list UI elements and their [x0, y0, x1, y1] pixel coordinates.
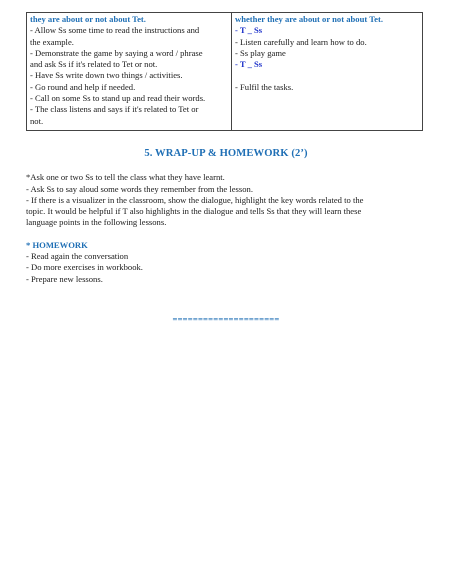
left-heading: they are about or not about Tet. [30, 14, 146, 24]
left-line: the example. [30, 36, 74, 47]
right-line: - Ss play game [235, 47, 286, 58]
interaction-line [235, 59, 419, 70]
left-line: - Demonstrate the game by saying a word / phrase [30, 47, 203, 58]
left-line: - Allow Ss some time to read the instructions and [30, 25, 200, 36]
interaction-line [235, 25, 419, 36]
section-title: 5. WRAP-UP & HOMEWORK (2’) [144, 147, 308, 159]
paragraph-line: - Ask Ss to say aloud some words they remember from the lesson. [26, 183, 253, 194]
document-page [26, 12, 426, 325]
right-heading: whether they are about or not about Tet. [235, 14, 384, 24]
left-line: not. [30, 115, 44, 126]
right-line: - Listen carefully and learn how to do. [235, 36, 367, 47]
left-line: - Go round and help if needed. [30, 81, 136, 92]
dash: - [235, 25, 240, 36]
homework-title: * HOMEWORK [26, 239, 88, 250]
teacher-activities-cell [27, 13, 232, 131]
paragraph-line: - If there is a visualizer in the classroom, show the dialogue, highlight the key words related to the [26, 194, 364, 205]
right-line-empty [235, 70, 419, 81]
left-line: and ask Ss if it's related to Tet or not. [30, 59, 158, 70]
paragraph-line: language points in the following lessons. [26, 217, 167, 228]
homework-item: - Prepare new lessons. [26, 273, 103, 284]
right-line: - Fulfil the tasks. [235, 81, 294, 92]
end-divider: ===================== [172, 313, 280, 324]
left-line: - Have Ss write down two things / activities. [30, 70, 183, 81]
homework-item: - Do more exercises in workbook. [26, 262, 143, 273]
interaction-pattern: T _ Ss [239, 25, 263, 36]
left-line: - Call on some Ss to stand up and read their words. [30, 93, 206, 104]
homework-list [26, 251, 426, 285]
wrap-up-body [26, 172, 426, 228]
interaction-pattern: T _ Ss [239, 59, 263, 70]
paragraph-line: *Ask one or two Ss to tell the class what they have learnt. [26, 172, 225, 183]
student-activities-cell [232, 13, 423, 131]
homework-item: - Read again the conversation [26, 251, 129, 262]
dash: - [235, 59, 240, 70]
left-line: - The class listens and says if it's related to Tet or [30, 104, 199, 115]
paragraph-line: topic. It would be helpful if T also highlights in the dialogue and tells Ss that they will learn these [26, 206, 362, 217]
lesson-activity-table [26, 12, 423, 131]
